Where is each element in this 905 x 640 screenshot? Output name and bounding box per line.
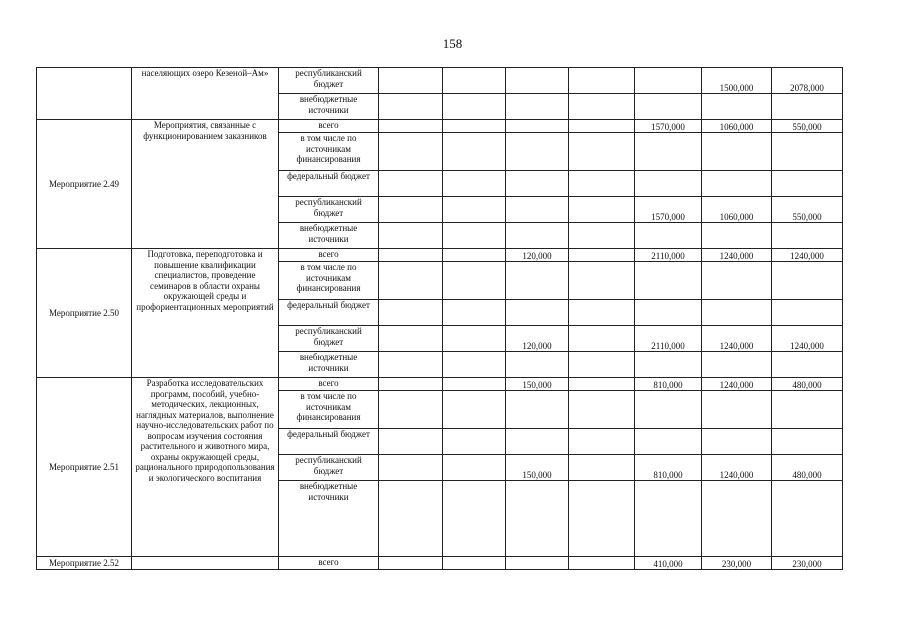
value-cell bbox=[506, 94, 569, 120]
value-cell bbox=[635, 94, 702, 120]
value-cell bbox=[635, 223, 702, 249]
value-cell bbox=[379, 391, 443, 429]
value-cell bbox=[569, 481, 635, 557]
table-row bbox=[37, 68, 843, 94]
value-cell bbox=[443, 262, 506, 300]
funding-source-cell: всего bbox=[279, 120, 379, 133]
value-cell: 480,000 bbox=[772, 455, 843, 481]
value-cell bbox=[379, 133, 443, 171]
value-cell bbox=[702, 262, 772, 300]
value-cell: 2110,000 bbox=[635, 326, 702, 352]
value-cell bbox=[772, 133, 843, 171]
measure-label-cell: Мероприятие 2.51 bbox=[37, 378, 132, 557]
value-cell: 550,000 bbox=[772, 120, 843, 133]
value-cell bbox=[443, 429, 506, 455]
value-cell bbox=[569, 455, 635, 481]
value-cell bbox=[443, 197, 506, 223]
value-cell bbox=[702, 94, 772, 120]
value-cell bbox=[379, 262, 443, 300]
value-cell bbox=[506, 262, 569, 300]
funding-source-cell: внебюджетные источники bbox=[279, 223, 379, 249]
funding-source-cell: внебюджетные источники bbox=[279, 94, 379, 120]
value-cell bbox=[772, 223, 843, 249]
value-cell bbox=[506, 391, 569, 429]
value-cell bbox=[569, 378, 635, 391]
value-cell bbox=[569, 300, 635, 326]
value-cell bbox=[379, 249, 443, 262]
value-cell bbox=[443, 171, 506, 197]
value-cell: 480,000 bbox=[772, 378, 843, 391]
value-cell bbox=[506, 68, 569, 94]
value-cell bbox=[772, 391, 843, 429]
value-cell bbox=[772, 352, 843, 378]
value-cell: 1240,000 bbox=[702, 378, 772, 391]
value-cell bbox=[569, 197, 635, 223]
value-cell bbox=[635, 429, 702, 455]
value-cell: 2110,000 bbox=[635, 249, 702, 262]
value-cell bbox=[443, 133, 506, 171]
value-cell bbox=[506, 223, 569, 249]
value-cell bbox=[569, 68, 635, 94]
value-cell bbox=[443, 352, 506, 378]
value-cell: 1240,000 bbox=[772, 326, 843, 352]
value-cell bbox=[379, 171, 443, 197]
measure-name-cell: населяющих озеро Кезеной–Ам» bbox=[132, 68, 279, 120]
measure-label-cell bbox=[37, 68, 132, 120]
value-cell bbox=[379, 197, 443, 223]
measure-name-cell: Мероприятия, связанные с функционированием заказников bbox=[132, 120, 279, 249]
funding-source-cell: республиканский бюджет bbox=[279, 455, 379, 481]
table-row bbox=[37, 557, 843, 570]
value-cell bbox=[569, 429, 635, 455]
value-cell bbox=[635, 352, 702, 378]
value-cell bbox=[379, 120, 443, 133]
funding-source-cell: федеральный бюджет bbox=[279, 171, 379, 197]
value-cell bbox=[635, 300, 702, 326]
value-cell bbox=[702, 223, 772, 249]
funding-source-cell: всего bbox=[279, 557, 379, 570]
value-cell: 120,000 bbox=[506, 249, 569, 262]
value-cell: 1570,000 bbox=[635, 120, 702, 133]
value-cell: 1240,000 bbox=[702, 326, 772, 352]
value-cell bbox=[379, 352, 443, 378]
measure-label-cell: Мероприятие 2.49 bbox=[37, 120, 132, 249]
value-cell: 1240,000 bbox=[702, 249, 772, 262]
value-cell bbox=[443, 378, 506, 391]
value-cell: 1060,000 bbox=[702, 197, 772, 223]
value-cell bbox=[506, 120, 569, 133]
value-cell bbox=[443, 68, 506, 94]
value-cell bbox=[506, 197, 569, 223]
funding-source-cell: республиканский бюджет bbox=[279, 68, 379, 94]
measure-label-cell: Мероприятие 2.52 bbox=[37, 557, 132, 570]
value-cell: 150,000 bbox=[506, 378, 569, 391]
value-cell bbox=[506, 352, 569, 378]
value-cell bbox=[569, 352, 635, 378]
funding-source-cell: всего bbox=[279, 249, 379, 262]
value-cell bbox=[635, 68, 702, 94]
value-cell bbox=[772, 300, 843, 326]
value-cell bbox=[379, 557, 443, 570]
funding-source-cell: в том числе по источникам финансирования bbox=[279, 262, 379, 300]
value-cell: 1240,000 bbox=[772, 249, 843, 262]
measure-name-cell: Подготовка, переподготовка и повышение квалификации специалистов, проведение семинаров в области охраны окружающей среды и профориентационных мероприятий bbox=[132, 249, 279, 378]
funding-source-cell: всего bbox=[279, 378, 379, 391]
value-cell bbox=[443, 455, 506, 481]
value-cell bbox=[635, 391, 702, 429]
value-cell bbox=[635, 171, 702, 197]
value-cell: 410,000 bbox=[635, 557, 702, 570]
table-row bbox=[37, 378, 843, 391]
funding-source-cell: внебюджетные источники bbox=[279, 352, 379, 378]
value-cell bbox=[635, 262, 702, 300]
value-cell bbox=[379, 223, 443, 249]
value-cell bbox=[379, 481, 443, 557]
value-cell bbox=[506, 300, 569, 326]
value-cell bbox=[379, 429, 443, 455]
value-cell bbox=[702, 481, 772, 557]
funding-source-cell: республиканский бюджет bbox=[279, 326, 379, 352]
value-cell bbox=[702, 133, 772, 171]
value-cell bbox=[772, 171, 843, 197]
value-cell bbox=[569, 223, 635, 249]
value-cell bbox=[702, 352, 772, 378]
value-cell bbox=[772, 481, 843, 557]
value-cell bbox=[443, 481, 506, 557]
funding-source-cell: внебюджетные источники bbox=[279, 481, 379, 557]
value-cell bbox=[569, 391, 635, 429]
value-cell: 1060,000 bbox=[702, 120, 772, 133]
value-cell: 230,000 bbox=[772, 557, 843, 570]
value-cell: 1570,000 bbox=[635, 197, 702, 223]
measure-name-cell bbox=[132, 557, 279, 570]
value-cell bbox=[506, 133, 569, 171]
value-cell bbox=[702, 171, 772, 197]
funding-source-cell: в том числе по источникам финансирования bbox=[279, 133, 379, 171]
value-cell bbox=[702, 300, 772, 326]
value-cell bbox=[443, 326, 506, 352]
value-cell bbox=[569, 133, 635, 171]
value-cell bbox=[569, 326, 635, 352]
page-number: 158 bbox=[442, 36, 463, 51]
table-row bbox=[37, 120, 843, 133]
funding-source-cell: в том числе по источникам финансирования bbox=[279, 391, 379, 429]
value-cell bbox=[569, 120, 635, 133]
value-cell bbox=[443, 391, 506, 429]
value-cell bbox=[379, 378, 443, 391]
value-cell bbox=[772, 94, 843, 120]
value-cell bbox=[379, 326, 443, 352]
value-cell bbox=[569, 94, 635, 120]
value-cell bbox=[506, 481, 569, 557]
value-cell: 810,000 bbox=[635, 378, 702, 391]
value-cell bbox=[702, 429, 772, 455]
value-cell bbox=[443, 120, 506, 133]
value-cell bbox=[569, 557, 635, 570]
table-row bbox=[37, 249, 843, 262]
value-cell bbox=[443, 557, 506, 570]
value-cell bbox=[443, 94, 506, 120]
value-cell bbox=[506, 429, 569, 455]
value-cell: 1500,000 bbox=[702, 68, 772, 94]
value-cell bbox=[569, 171, 635, 197]
value-cell bbox=[379, 68, 443, 94]
value-cell bbox=[443, 223, 506, 249]
value-cell: 1240,000 bbox=[702, 455, 772, 481]
value-cell: 550,000 bbox=[772, 197, 843, 223]
value-cell bbox=[772, 429, 843, 455]
value-cell: 2078,000 bbox=[772, 68, 843, 94]
funding-source-cell: республиканский бюджет bbox=[279, 197, 379, 223]
value-cell bbox=[379, 94, 443, 120]
funding-source-cell: федеральный бюджет bbox=[279, 429, 379, 455]
value-cell: 810,000 bbox=[635, 455, 702, 481]
value-cell bbox=[379, 300, 443, 326]
value-cell bbox=[506, 171, 569, 197]
measure-label-cell: Мероприятие 2.50 bbox=[37, 249, 132, 378]
funding-source-cell: федеральный бюджет bbox=[279, 300, 379, 326]
value-cell: 230,000 bbox=[702, 557, 772, 570]
value-cell: 150,000 bbox=[506, 455, 569, 481]
value-cell bbox=[443, 249, 506, 262]
value-cell bbox=[635, 133, 702, 171]
value-cell bbox=[569, 262, 635, 300]
budget-table bbox=[36, 67, 843, 570]
value-cell bbox=[379, 455, 443, 481]
value-cell bbox=[506, 557, 569, 570]
value-cell bbox=[772, 262, 843, 300]
value-cell: 120,000 bbox=[506, 326, 569, 352]
measure-name-cell: Разработка исследовательских программ, пособий, учебно-методических, лекционных, наглядных материалов, выполнение научно-исследовательских работ по вопросам изучения состояния растительного и животного мира, охраны окружающей среды, рационального природопользования и экологического воспитания bbox=[132, 378, 279, 557]
value-cell bbox=[569, 249, 635, 262]
value-cell bbox=[702, 391, 772, 429]
value-cell bbox=[635, 481, 702, 557]
value-cell bbox=[443, 300, 506, 326]
